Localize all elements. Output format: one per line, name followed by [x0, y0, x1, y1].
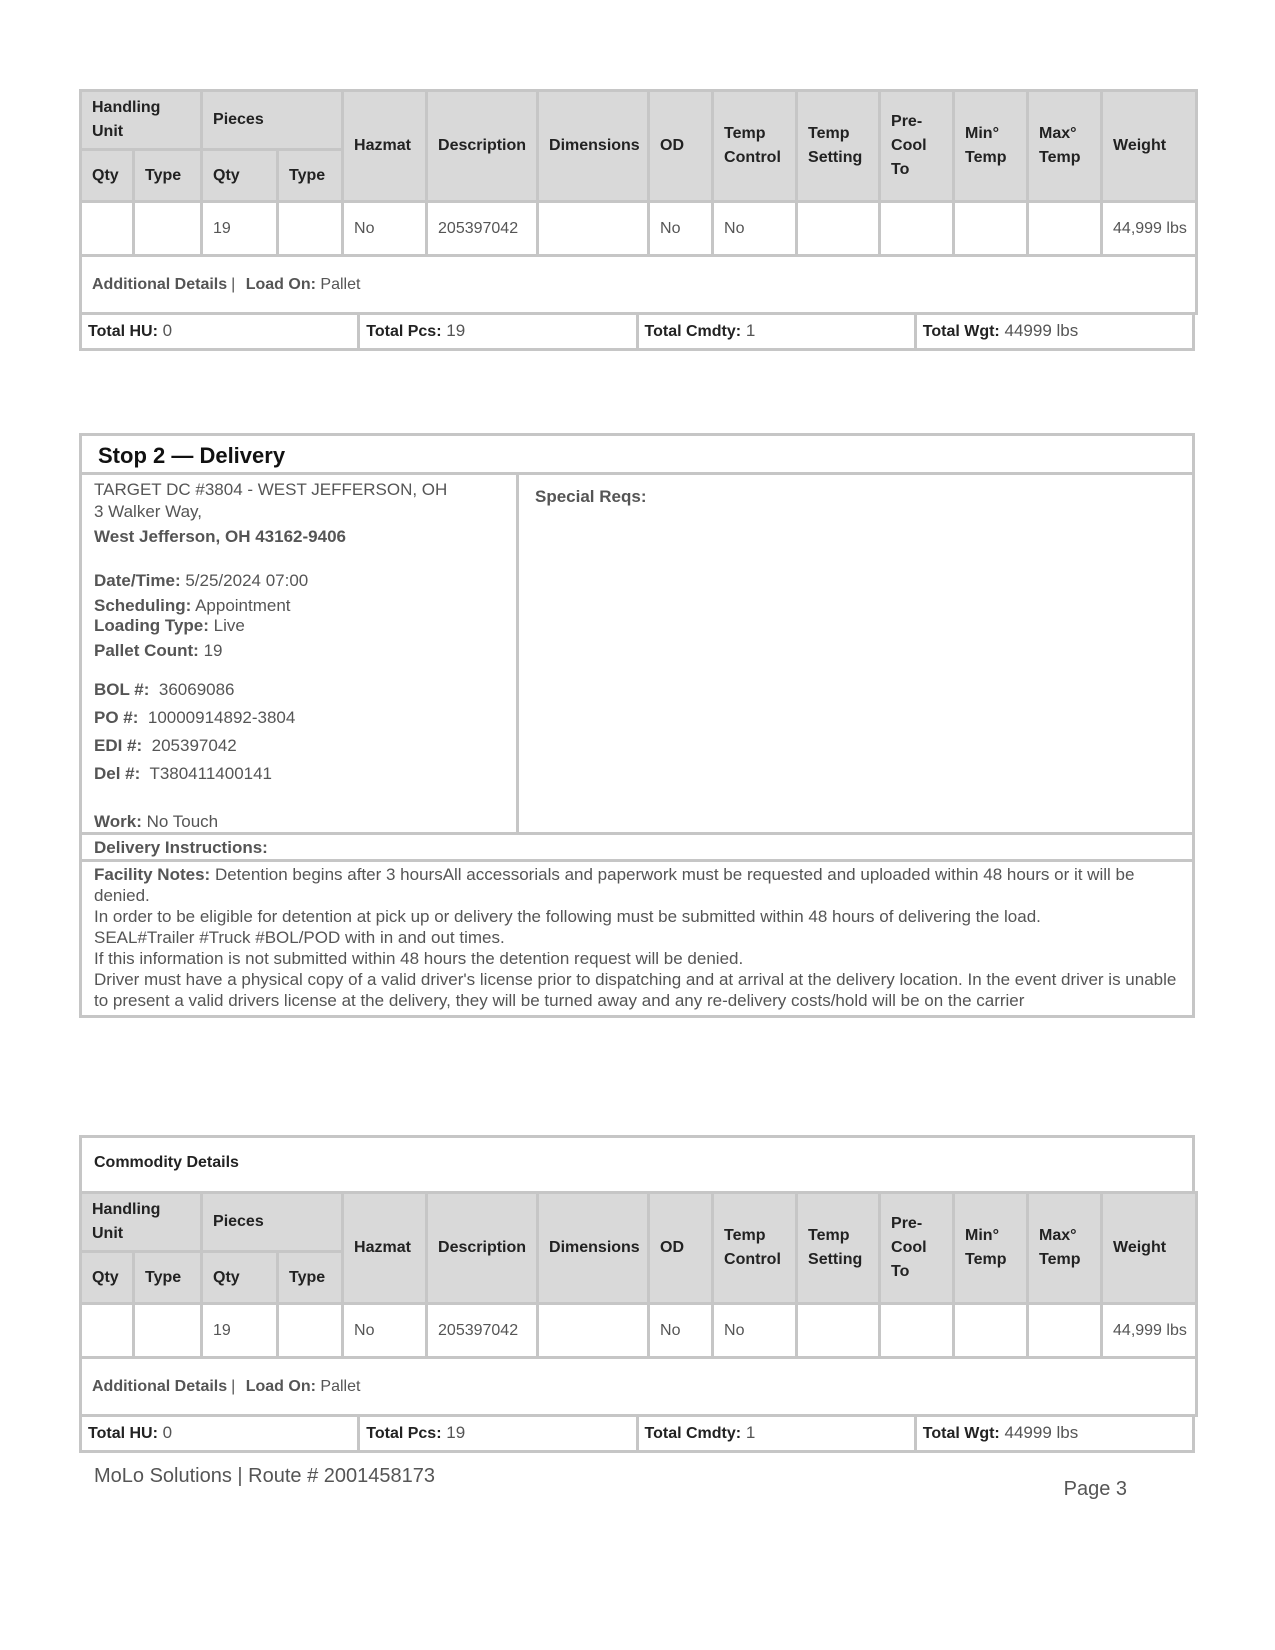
city-line: West Jefferson, OH 43162-9406: [94, 527, 346, 546]
address-line: 3 Walker Way,: [94, 502, 202, 521]
commodity-section-1: [79, 89, 1195, 351]
facility-notes-label: Facility Notes:: [94, 865, 211, 884]
load-on-label: Load On:: [245, 1377, 316, 1395]
cell-temp-setting: [797, 1304, 880, 1358]
total-wgt-label: Total Wgt:: [922, 323, 1000, 341]
cell-temp-setting: [797, 202, 880, 256]
cell-max-temp: [1028, 1304, 1102, 1358]
header-max-temp: Max° Temp: [1028, 91, 1102, 202]
total-hu-label: Total HU:: [88, 1425, 158, 1443]
separator: |: [231, 1377, 236, 1395]
header-hazmat: Hazmat: [343, 91, 427, 202]
cell-pcs-qty: 19: [202, 202, 278, 256]
bol-value: 36069086: [158, 680, 235, 699]
total-pcs-label: Total Pcs:: [366, 1425, 442, 1443]
header-dimensions: Dimensions: [538, 91, 649, 202]
header-pre-cool-to: Pre-Cool To: [880, 91, 954, 202]
cell-min-temp: [954, 202, 1028, 256]
load-on-label: Load On:: [245, 275, 316, 293]
datetime-label: Date/Time:: [94, 571, 181, 590]
loading-type-label: Loading Type:: [94, 616, 209, 635]
cell-hazmat: No: [343, 202, 427, 256]
header-description: Description: [427, 1193, 538, 1304]
cell-pcs-qty: 19: [202, 1304, 278, 1358]
cell-pre-cool-to: [880, 1304, 954, 1358]
work-value: No Touch: [146, 812, 219, 831]
header-hazmat: Hazmat: [343, 1193, 427, 1304]
stop-details: [82, 475, 519, 832]
header-hu-type: Type: [134, 150, 202, 202]
totals-row: [79, 1417, 1195, 1453]
header-temp-setting: Temp Setting: [797, 91, 880, 202]
additional-details: [81, 1358, 1197, 1416]
facility-notes-line3: SEAL#Trailer #Truck #BOL/POD with in and out times.: [94, 928, 505, 947]
facility-notes-line4: If this information is not submitted within 48 hours the detention request will be denied.: [94, 949, 744, 968]
cell-od: No: [649, 1304, 713, 1358]
cell-hazmat: No: [343, 1304, 427, 1358]
header-pre-cool-to: Pre-Cool To: [880, 1193, 954, 1304]
load-on-value: Pallet: [320, 1377, 361, 1395]
cell-temp-control: No: [713, 1304, 797, 1358]
cell-max-temp: [1028, 202, 1102, 256]
special-reqs: [519, 475, 1192, 832]
table-row: [81, 202, 1197, 256]
pallet-count-label: Pallet Count:: [94, 641, 199, 660]
total-cmdty-label: Total Cmdty:: [644, 323, 742, 341]
facility-notes-line1: Detention begins after 3 hoursAll accessorials and paperwork must be requested and uploaded within 48 hours or it will be denied.: [94, 865, 1135, 905]
header-weight: Weight: [1102, 1193, 1197, 1304]
load-on-value: Pallet: [320, 275, 361, 293]
commodity-table: [79, 89, 1198, 315]
total-cmdty-value: 1: [745, 321, 756, 341]
scheduling-value: Appointment: [195, 596, 291, 615]
header-handling-unit: Handling Unit: [81, 91, 202, 150]
additional-details-label: Additional Details: [92, 1377, 228, 1395]
total-hu-value: 0: [162, 321, 173, 341]
stop-section: [79, 433, 1195, 1018]
cell-weight: 44,999 lbs: [1102, 202, 1197, 256]
cell-hu-type: [134, 202, 202, 256]
po-value: 10000914892-3804: [147, 708, 296, 727]
header-handling-unit: Handling Unit: [81, 1193, 202, 1252]
header-min-temp: Min° Temp: [954, 1193, 1028, 1304]
total-pcs: [359, 1417, 637, 1451]
total-hu-label: Total HU:: [88, 323, 158, 341]
delivery-instructions-label: Delivery Instructions:: [82, 835, 1192, 862]
special-reqs-label: Special Reqs:: [535, 487, 647, 506]
facility-notes: [82, 862, 1192, 1015]
header-pieces: Pieces: [202, 91, 343, 150]
header-hu-qty: Qty: [81, 1252, 134, 1304]
total-hu: [81, 1417, 359, 1451]
scheduling-label: Scheduling:: [94, 596, 192, 615]
bol-label: BOL #:: [94, 680, 150, 699]
total-cmdty: [637, 1417, 915, 1451]
total-wgt-value: 44999 lbs: [1004, 1423, 1079, 1443]
commodity-table: [79, 1191, 1198, 1417]
cell-hu-type: [134, 1304, 202, 1358]
separator: |: [231, 275, 236, 293]
commodity-section-2: [79, 1135, 1195, 1453]
loading-type-value: Live: [213, 616, 245, 635]
datetime-value: 5/25/2024 07:00: [185, 571, 309, 590]
total-wgt-label: Total Wgt:: [922, 1425, 1000, 1443]
commodity-details-title: Commodity Details: [79, 1135, 1195, 1191]
additional-details: [81, 256, 1197, 314]
cell-pcs-type: [278, 1304, 343, 1358]
cell-pcs-type: [278, 202, 343, 256]
pallet-count-value: 19: [203, 641, 223, 660]
po-label: PO #:: [94, 708, 139, 727]
cell-weight: 44,999 lbs: [1102, 1304, 1197, 1358]
total-wgt: [915, 315, 1193, 349]
header-pcs-type: Type: [278, 1252, 343, 1304]
edi-value: 205397042: [151, 736, 237, 755]
header-description: Description: [427, 91, 538, 202]
total-wgt-value: 44999 lbs: [1004, 321, 1079, 341]
header-max-temp: Max° Temp: [1028, 1193, 1102, 1304]
header-dimensions: Dimensions: [538, 1193, 649, 1304]
cell-min-temp: [954, 1304, 1028, 1358]
cell-pre-cool-to: [880, 202, 954, 256]
footer-page-number: Page 3: [1063, 1478, 1127, 1500]
total-pcs-value: 19: [446, 321, 466, 341]
total-pcs: [359, 315, 637, 349]
facility-notes-line2: In order to be eligible for detention at pick up or delivery the following must be submitted within 48 hours of delivering the load.: [94, 907, 1041, 926]
cell-dimensions: [538, 202, 649, 256]
header-temp-control: Temp Control: [713, 1193, 797, 1304]
total-cmdty-value: 1: [745, 1423, 756, 1443]
header-min-temp: Min° Temp: [954, 91, 1028, 202]
cell-dimensions: [538, 1304, 649, 1358]
edi-label: EDI #:: [94, 736, 143, 755]
total-cmdty-label: Total Cmdty:: [644, 1425, 742, 1443]
cell-hu-qty: [81, 202, 134, 256]
total-hu: [81, 315, 359, 349]
header-weight: Weight: [1102, 91, 1197, 202]
header-hu-qty: Qty: [81, 150, 134, 202]
cell-description: 205397042: [427, 1304, 538, 1358]
additional-details-label: Additional Details: [92, 275, 228, 293]
stop-title: Stop 2 — Delivery: [82, 436, 1192, 475]
footer-company-route: MoLo Solutions | Route # 2001458173: [94, 1465, 436, 1487]
work-label: Work:: [94, 812, 142, 831]
cell-temp-control: No: [713, 202, 797, 256]
del-value: T380411400141: [149, 764, 273, 783]
del-label: Del #:: [94, 764, 141, 783]
header-pcs-qty: Qty: [202, 150, 278, 202]
header-pcs-type: Type: [278, 150, 343, 202]
total-cmdty: [637, 315, 915, 349]
table-row: [81, 1304, 1197, 1358]
total-pcs-label: Total Pcs:: [366, 323, 442, 341]
header-pieces: Pieces: [202, 1193, 343, 1252]
facility-notes-line5: Driver must have a physical copy of a valid driver's license prior to dispatching and at arrival at the delivery location. In the event driver is unable to present a valid drivers license at the delivery, they will be turned away and any re-delivery costs/hold will be on the carrier: [94, 970, 1177, 1010]
header-hu-type: Type: [134, 1252, 202, 1304]
cell-hu-qty: [81, 1304, 134, 1358]
facility-name: TARGET DC #3804 - WEST JEFFERSON, OH: [94, 480, 448, 499]
cell-description: 205397042: [427, 202, 538, 256]
header-pcs-qty: Qty: [202, 1252, 278, 1304]
header-od: OD: [649, 1193, 713, 1304]
cell-od: No: [649, 202, 713, 256]
header-od: OD: [649, 91, 713, 202]
total-hu-value: 0: [162, 1423, 173, 1443]
header-temp-setting: Temp Setting: [797, 1193, 880, 1304]
header-temp-control: Temp Control: [713, 91, 797, 202]
totals-row: [79, 315, 1195, 351]
total-pcs-value: 19: [446, 1423, 466, 1443]
total-wgt: [915, 1417, 1193, 1451]
